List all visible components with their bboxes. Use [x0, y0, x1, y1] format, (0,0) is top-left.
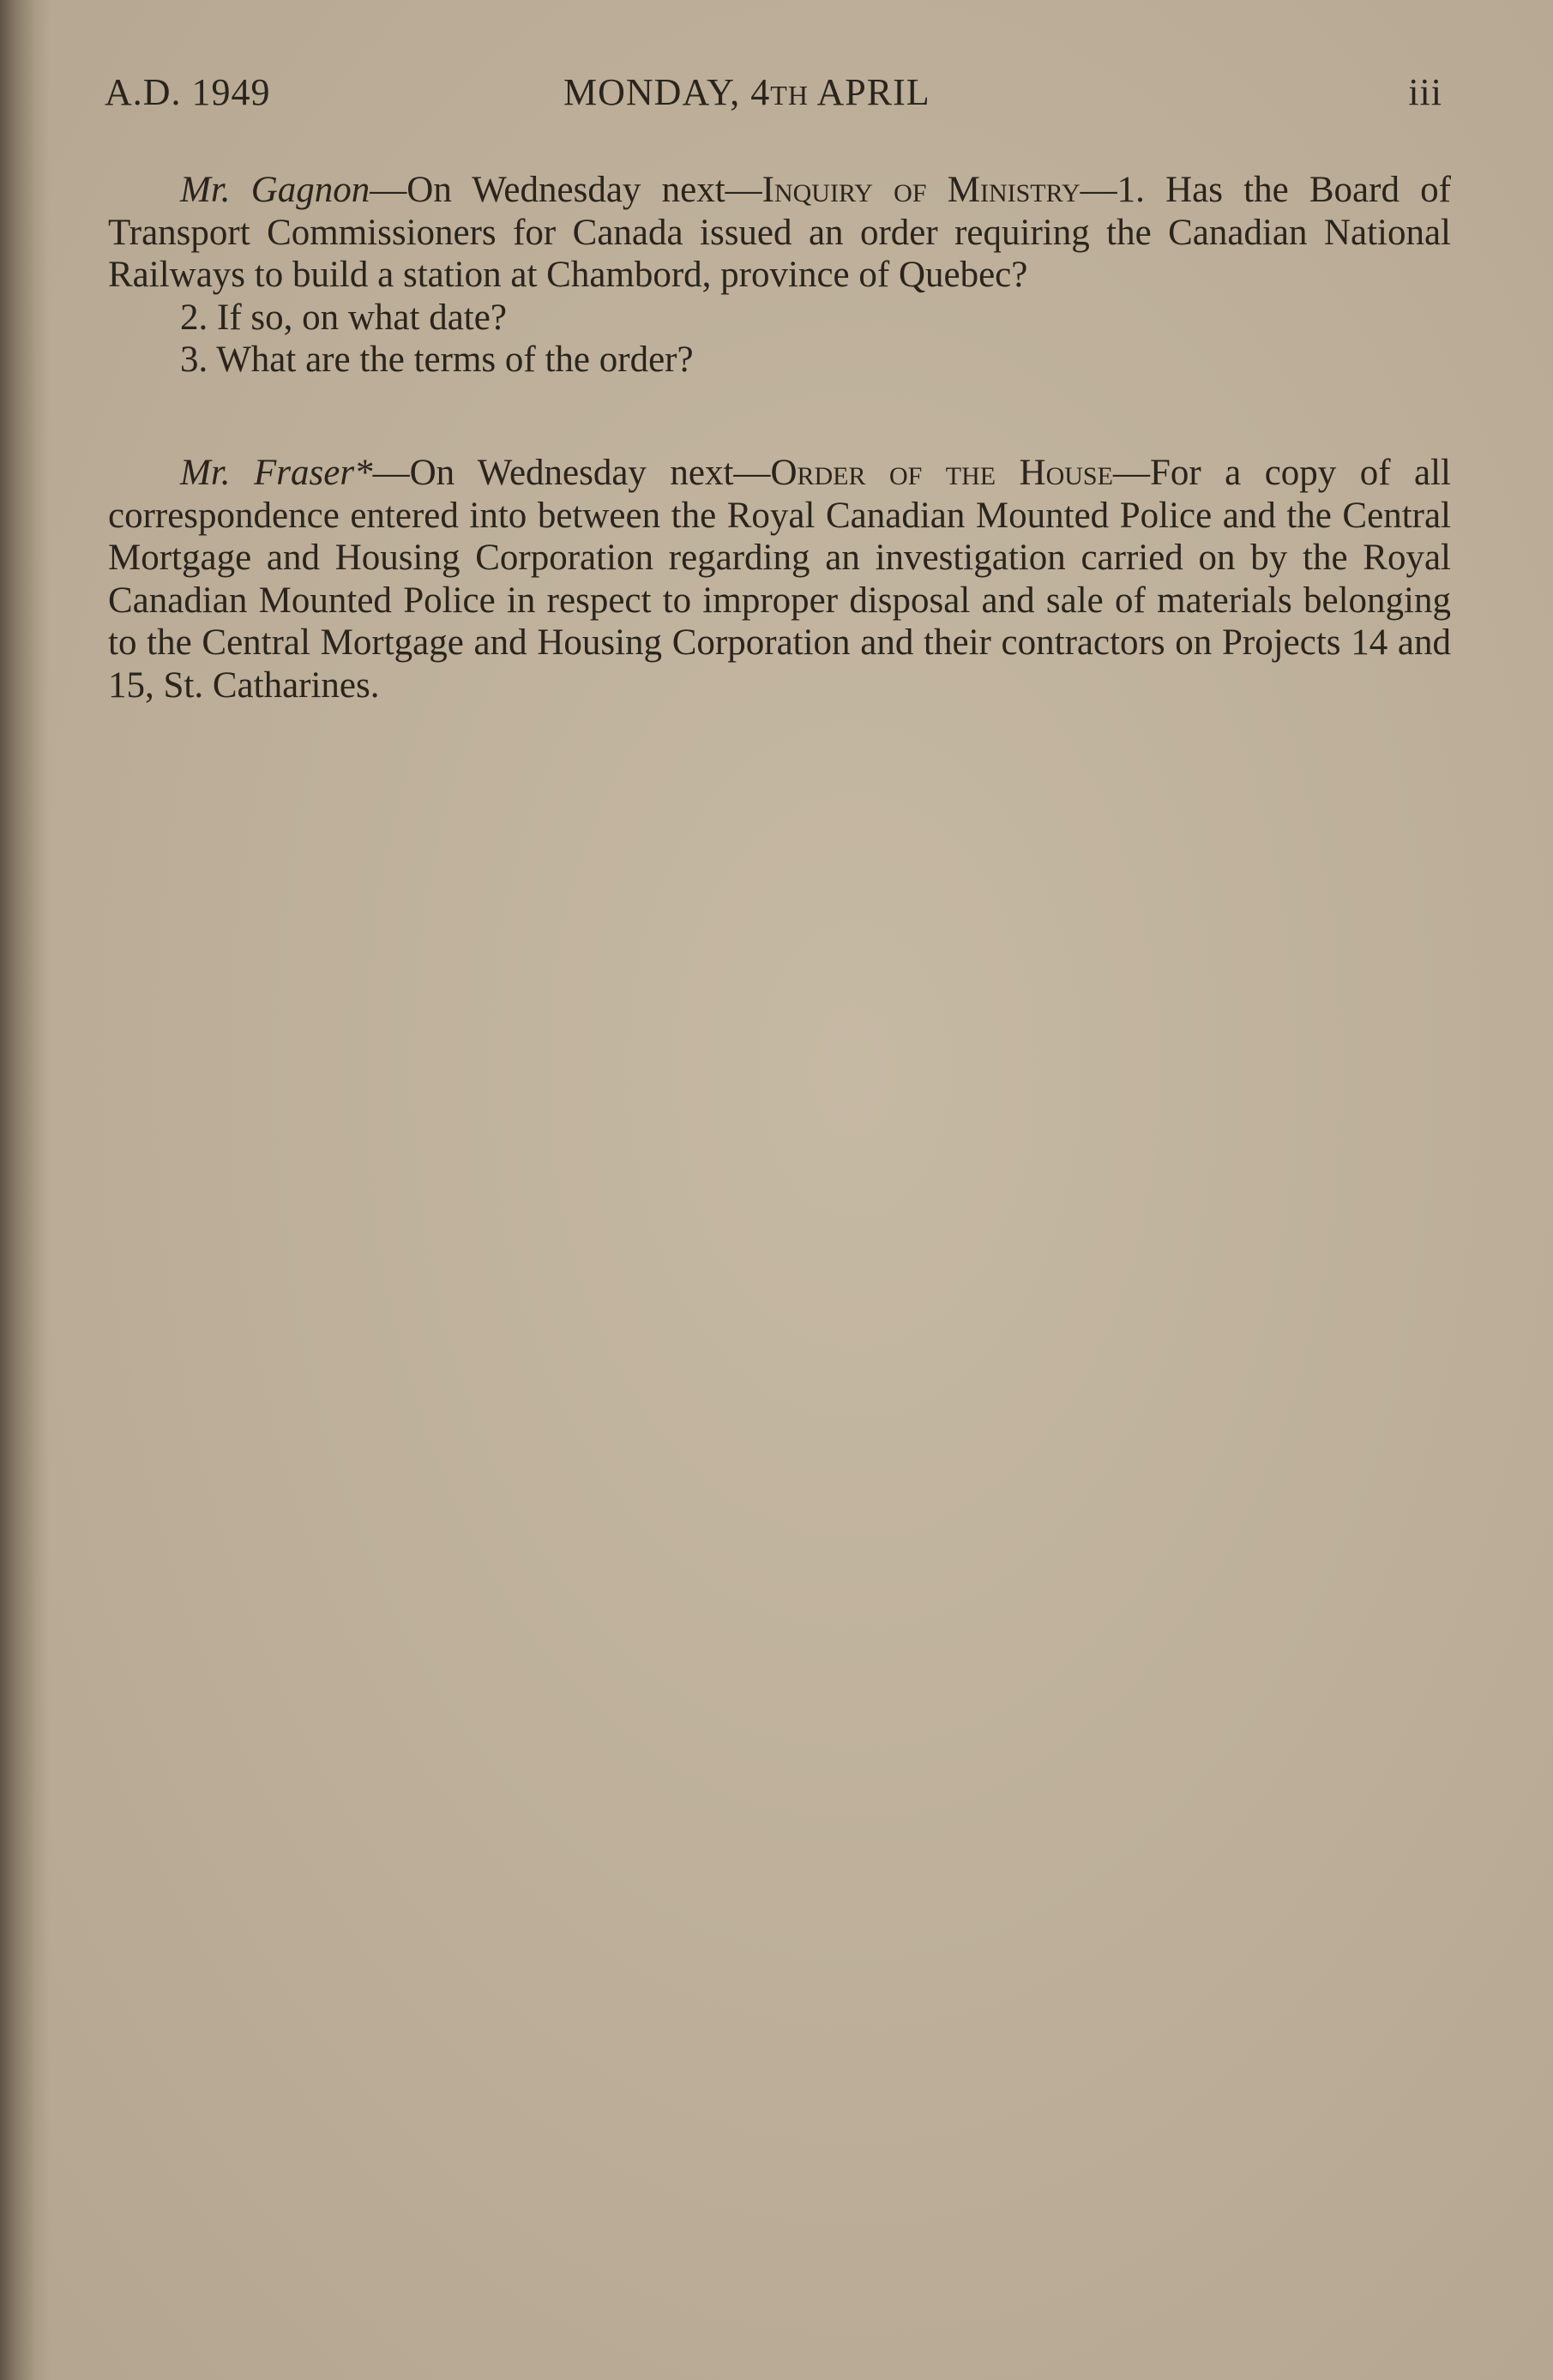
- notice-lead: —On Wednesday next—: [372, 453, 771, 493]
- notice-kind: Order of the House: [770, 453, 1113, 493]
- header-date-month: APRIL: [808, 71, 930, 113]
- notice-paragraph: [108, 169, 1451, 297]
- notice-entry: [108, 169, 1451, 382]
- member-name: Mr. Gagnon: [180, 170, 370, 210]
- header-date: [563, 70, 930, 114]
- header-date-day: MONDAY, 4: [563, 71, 771, 113]
- notice-body: —For a copy of all correspondence entered into between the Royal Canadian Mounted Police and the Central Mortgage and Housing Corporation regarding an investigation carried on by the Royal Canadian Mounted Police in respect to improper disposal and sale of materials belonging to the Central Mortgage and Housing Corporation and their contractors on Projects 14 and 15, St. Catharines.: [108, 453, 1452, 706]
- question-item: 3. What are the terms of the order?: [180, 340, 694, 380]
- notice-entry: [108, 452, 1451, 706]
- notice-body: —1. Has the Board of Transport Commissioners for Canada issued an order requiring the Canadian National Railways to build a station at Chambord, province of Quebec?: [108, 170, 1451, 295]
- page-header: [105, 70, 1442, 122]
- page-number: iii: [1408, 71, 1442, 113]
- notice-paragraph: [108, 452, 1451, 706]
- page-binding-edge: [0, 0, 50, 2380]
- notice-lead: —On Wednesday next—: [370, 170, 762, 210]
- header-year: A.D. 1949: [105, 71, 271, 113]
- question-item: 2. If so, on what date?: [180, 297, 507, 338]
- notice-kind: Inquiry of Ministry: [761, 170, 1080, 210]
- header-date-ordinal: TH: [770, 80, 809, 111]
- member-name: Mr. Fraser*: [180, 453, 373, 493]
